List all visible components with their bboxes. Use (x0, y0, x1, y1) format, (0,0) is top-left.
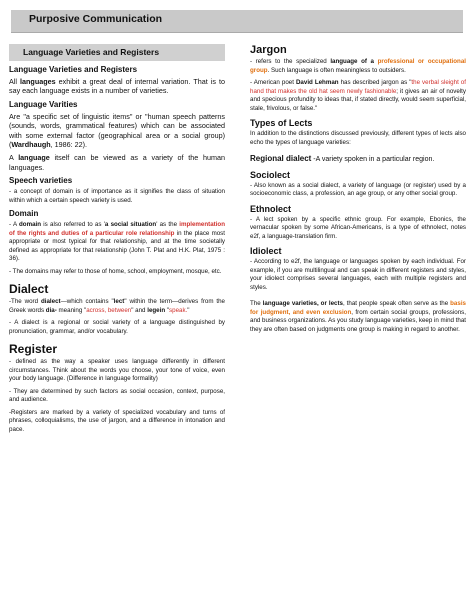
intro-paragraph: All languages exhibit a great deal of internal variation. That is to say each language exists in a number of varieties. (9, 77, 225, 96)
right-column (250, 44, 466, 338)
register-heading: Register (9, 342, 58, 357)
speech-varieties-paragraph: - a concept of domain is of importance as it signifies the class of situation within which a certain speech variety is used. (9, 188, 225, 204)
ethnolect-heading: Ethnolect (250, 203, 292, 214)
section-bar-title: Language Varieties and Registers (23, 47, 160, 57)
language-varieties-heading: Language Varities (9, 99, 78, 109)
dialect-heading: Dialect (9, 282, 49, 297)
register-paragraph-1: - defined as the way a speaker uses language differently in different circumstances. Think about the words you choose, your tone of voice, even your body language. (Difference in language formality) (9, 358, 225, 383)
closing-paragraph: The language varieties, or lects, that people speak often serve as the basis for judgment, and even exclusion, from certain social groups, professions, and business organizations. As you study language varieties, keep in mind that they are often based on judgments one group is making in regard to another. (250, 300, 467, 333)
jargon-heading: Jargon (250, 44, 287, 56)
left-column (9, 44, 225, 438)
jargon-paragraph-2: - American poet David Lehman has described jargon as "the verbal sleight of hand that makes the old hat seem newly fashionable; it gives an air of novelty and specious profundity to ideas that, if stated directly, would seem superficial, stale, frivolous, or false." (250, 79, 466, 112)
document-title: Purposive Communication (29, 13, 163, 25)
section-bar (9, 44, 225, 61)
language-paragraph: A language itself can be viewed as a variety of the human languages. (9, 153, 225, 172)
domain-paragraph-2: - The domains may refer to those of home, school, employment, mosque, etc. (9, 267, 222, 275)
speech-varieties-heading: Speech varieties (9, 176, 73, 186)
domain-heading: Domain (9, 209, 39, 219)
regional-dialect-paragraph: Regional dialect -A variety spoken in a particular region. (250, 154, 435, 163)
idiolect-paragraph: - According to e2f, the language or languages spoken by each individual. For example, if you are multilingual and can speak in different registers and styles, your idiolect comprises several languages, each with multiple registers and styles. (250, 258, 466, 291)
dialect-paragraph-1: -The word dialect—which contains "lect" within the term—derives from the Greek words dia- meaning "across, between" and legein "speak." (9, 298, 225, 314)
idiolect-heading: Idiolect (250, 246, 282, 256)
jargon-paragraph-1: - refers to the specialized language of a professional or occupational group. Such language is often meaningless to outsiders. (250, 58, 466, 74)
dialect-paragraph-2: - A dialect is a regional or social variety of a language distinguished by pronunciation, grammar, and/or vocabulary. (9, 319, 225, 335)
section-heading: Language Varieties and Registers (9, 65, 138, 74)
sociolect-heading: Sociolect (250, 169, 291, 180)
types-of-lects-paragraph: In addition to the distinctions discussed previously, different types of lects also echo the types of language varieties: (250, 130, 466, 146)
domain-paragraph-1: - A domain is also referred to as 'a social situation' as the implementation of the rights and duties of a particular role relationship in the place most appropriate or most typical for that relationship, and at the time societally defined as appropriate for that relationship (John T. Plat and H.K. Plat, 1975 : 36). (9, 221, 225, 263)
ethnolect-paragraph: - A lect spoken by a specific ethnic group. For example, Ebonics, the vernacular spoken by some African-Americans, is a type of ethnolect, notes e2f, a language-translation firm. (250, 215, 466, 240)
sociolect-paragraph: - Also known as a social dialect, a variety of language (or register) used by a socioeconomic class, a profession, an age group, or any other social group. (250, 181, 466, 197)
register-paragraph-3: -Registers are marked by a variety of specialized vocabulary and turns of phrases, colloquialisms, the use of jargon, and a difference in intonation and pace. (9, 408, 225, 433)
language-varieties-paragraph: Are "a specific set of linguistic items" or "human speech patterns (sounds, words, grammatical features) which can be associated with some external factor (geographical area or a social group) (Wardhaugh, 1986: 22). (9, 111, 225, 150)
header-bar (11, 10, 463, 33)
types-of-lects-heading: Types of Lects (250, 118, 313, 128)
register-paragraph-2: - They are determined by such factors as social occasion, context, purpose, and audience. (9, 387, 225, 404)
